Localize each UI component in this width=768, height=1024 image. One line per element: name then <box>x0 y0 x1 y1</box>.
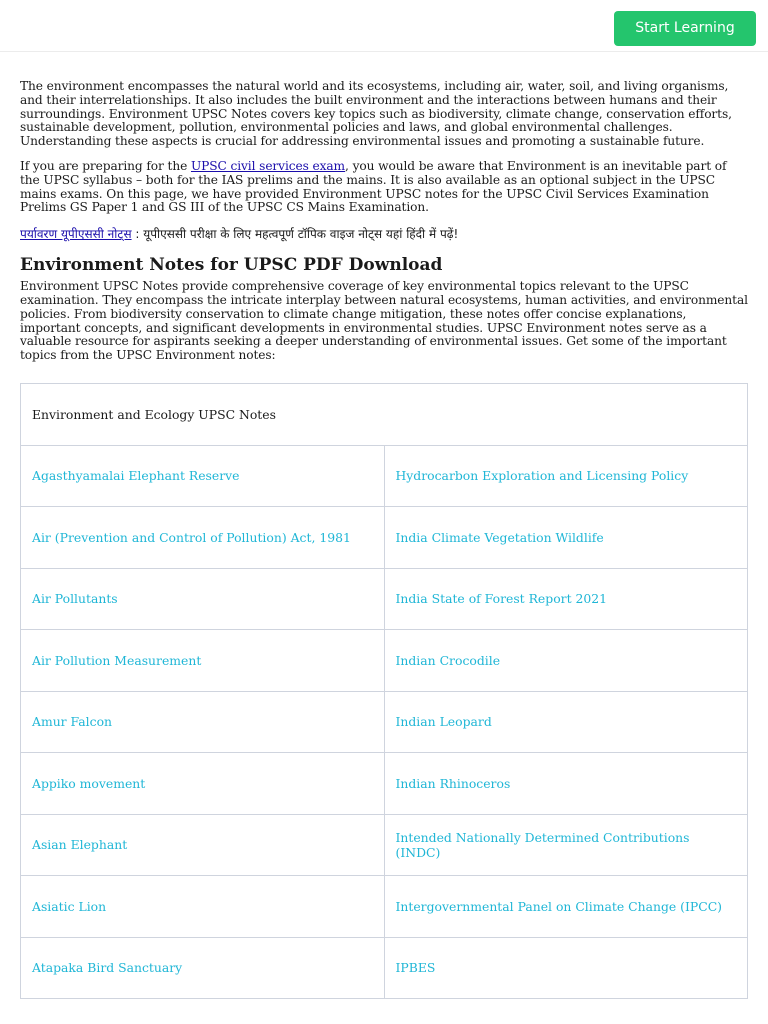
section-title: Environment Notes for UPSC PDF Download <box>20 255 443 276</box>
topic-link[interactable]: Asiatic Lion <box>32 898 107 914</box>
topic-link[interactable]: India State of Forest Report 2021 <box>395 591 608 607</box>
exam-paragraph <box>20 160 748 215</box>
table-cell <box>21 753 385 815</box>
table-row <box>21 630 748 692</box>
table-row <box>21 568 748 630</box>
exam-paragraph-lead: If you are preparing for the <box>20 158 191 173</box>
topic-link[interactable]: Air Pollutants <box>32 591 118 607</box>
table-cell <box>21 445 385 507</box>
table-cell <box>21 630 385 692</box>
topic-link[interactable]: Indian Rhinoceros <box>395 775 511 791</box>
hindi-notes-text: : यूपीएससी परीक्षा के लिए महत्वपूर्ण टॉपिक वाइज नोट्स यहां हिंदी में पढ़ें! <box>131 227 459 242</box>
hindi-notes-link[interactable]: पर्यावरण यूपीएससी नोट्स <box>20 227 132 242</box>
table-cell <box>384 814 748 876</box>
table-header-row <box>21 384 748 446</box>
table-row <box>21 445 748 507</box>
exam-paragraph-rest: , you would be aware that Environment is an inevitable part of the UPSC syllabus – both for the IAS prelims and the mains. It is also available as an optional subject in the UPSC mains exams. On this page, we have provided Environment UPSC notes for the UPSC Civil Services Examination Prelims GS Paper 1 and GS III of the UPSC CS Mains Examination. <box>20 158 727 215</box>
table-cell <box>21 691 385 753</box>
table-row <box>21 814 748 876</box>
main-content <box>20 80 748 374</box>
table-cell <box>384 753 748 815</box>
topic-link[interactable]: Air (Prevention and Control of Pollution) Act, 1981 <box>32 529 351 545</box>
table-header-cell: Environment and Ecology UPSC Notes <box>21 384 748 446</box>
start-learning-button[interactable]: Start Learning <box>614 11 756 46</box>
table-cell <box>384 937 748 999</box>
topic-link[interactable]: Amur Falcon <box>32 714 113 730</box>
table-cell <box>21 814 385 876</box>
table-row <box>21 691 748 753</box>
topic-link[interactable]: Appiko movement <box>32 775 146 791</box>
table-cell <box>384 691 748 753</box>
table-cell <box>21 937 385 999</box>
topic-link[interactable]: Indian Leopard <box>395 714 492 730</box>
table-cell <box>21 507 385 569</box>
intro-paragraph: The environment encompasses the natural world and its ecosystems, including air, water, soil, and living organisms, and their interrelationships. It also includes the built environment and the interactions between humans and their surroundings. Environment UPSC Notes covers key topics such as biodiversity, climate change, conservation efforts, sustainable development, pollution, environmental policies and laws, and global environmental challenges. Understanding these aspects is crucial for addressing environmental issues and promoting a sustainable future. <box>20 79 732 149</box>
top-bar <box>0 0 768 52</box>
topic-link[interactable]: Asian Elephant <box>32 837 128 853</box>
table-cell <box>384 876 748 938</box>
topic-link[interactable]: Air Pollution Measurement <box>32 652 202 668</box>
table-row <box>21 753 748 815</box>
topic-link[interactable]: Agasthyamalai Elephant Reserve <box>32 468 240 484</box>
upsc-civil-services-link[interactable]: UPSC civil services exam <box>190 158 346 173</box>
table-cell <box>21 568 385 630</box>
topic-link[interactable]: Indian Crocodile <box>395 652 501 668</box>
topic-link[interactable]: Hydrocarbon Exploration and Licensing Policy <box>395 468 689 484</box>
table-row <box>21 507 748 569</box>
topic-link[interactable]: Intended Nationally Determined Contributions (INDC) <box>395 829 690 860</box>
table-cell <box>384 568 748 630</box>
table-cell <box>384 507 748 569</box>
hindi-notes-line <box>20 226 748 242</box>
table-cell <box>21 876 385 938</box>
table-cell <box>384 445 748 507</box>
table-row <box>21 937 748 999</box>
topic-link[interactable]: Intergovernmental Panel on Climate Change (IPCC) <box>395 898 723 914</box>
table-cell <box>384 630 748 692</box>
table-row <box>21 876 748 938</box>
topic-link[interactable]: IPBES <box>395 960 436 976</box>
environment-notes-table <box>20 383 748 999</box>
topic-link[interactable]: Atapaka Bird Sanctuary <box>32 960 183 976</box>
topic-link[interactable]: India Climate Vegetation Wildlife <box>395 529 604 545</box>
section-description: Environment UPSC Notes provide comprehensive coverage of key environmental topics relevant to the UPSC examination. They encompass the intricate interplay between natural ecosystems, human activities, and environmental policies. From biodiversity conservation to climate change mitigation, these notes offer concise explanations, important concepts, and significant developments in environmental studies. UPSC Environment notes serve as a valuable resource for aspirants seeking a deeper understanding of environmental issues. Get some of the important topics from the UPSC Environment notes: <box>20 279 748 363</box>
